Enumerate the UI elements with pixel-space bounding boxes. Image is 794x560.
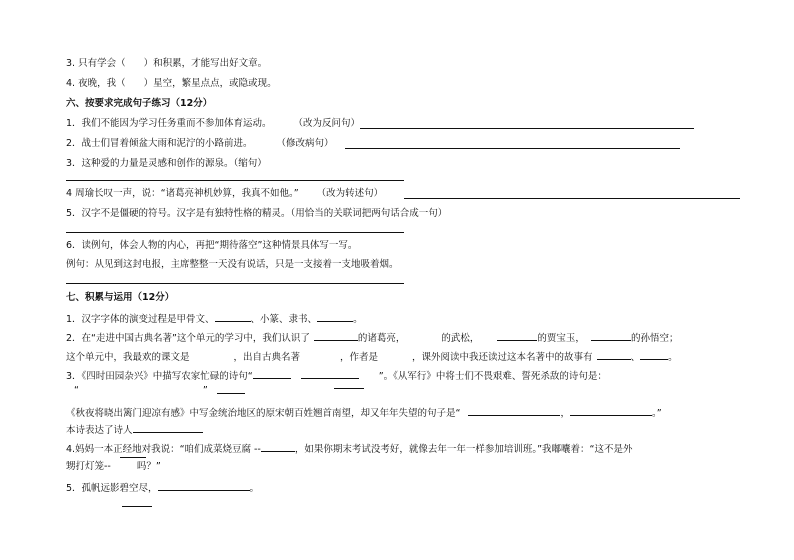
s7-item-1-c: 。 (353, 314, 363, 325)
s7-item-3b-blank-2[interactable] (570, 405, 652, 416)
s7-item-3c-a: 本诗表达了诗人 (66, 425, 133, 436)
s7-item-3-a: 3．《四时田园杂兴》中描写农家忙碌的诗句“ (66, 371, 253, 382)
s7-item-3-quote-blank-1[interactable] (217, 393, 245, 394)
s6-item-4-hint: （改为转述句） (316, 188, 384, 199)
s7-item-5-a: 5．孤帆远影碧空尽， (66, 483, 158, 494)
s7-item-2b-blank-1[interactable] (597, 349, 631, 360)
s7-item-2b-f: 。 (668, 352, 678, 363)
s6-item-1-answer-line[interactable] (360, 128, 694, 129)
section-7-title: 七、积累与运用（12分） (66, 292, 175, 303)
s7-item-3 (66, 368, 754, 384)
s6-item-1-text: 1．我们不能因为学习任务重而不参加体育运动。 (66, 118, 272, 129)
s7-item-3-blank-2[interactable] (301, 368, 359, 379)
s6-item-4-text: 4 周瑜长叹一声，说：“诸葛亮神机妙算，我真不如他。” (66, 188, 299, 199)
s7-item-3-quote-open: “ (74, 385, 79, 396)
s7-item-3b (66, 405, 754, 421)
s7-item-4-b: ，如果你期末考试没考好，就像去年一年一样参加培训班。”我嘟囔着：“这不是外 (294, 444, 633, 455)
s7-item-5-blank[interactable] (158, 480, 250, 491)
s7-item-3c (66, 422, 754, 438)
question-4-after: ）星空，繁星点点，或隐或现。 (143, 78, 277, 89)
s7-item-4b (66, 460, 754, 474)
s7-item-4-a: 4.妈妈一本正经地对我说：“咱们成菜烧豆腐 -- (66, 444, 261, 455)
s7-item-3-quote-blank-2[interactable] (334, 388, 364, 389)
s7-item-2b-d: ，课外阅读中我还读过这本名著中的故事有 (412, 352, 593, 363)
s7-item-4-blank-1[interactable] (261, 441, 295, 452)
s7-item-4b-blank[interactable] (120, 457, 146, 458)
question-3-after: ）和积累，才能写出好文章。 (143, 58, 268, 69)
s7-item-2b-c: ，作者是 (340, 352, 379, 363)
s7-item-4 (66, 441, 754, 457)
question-4-before: 4. 夜晚，我（ (66, 78, 126, 89)
s6-item-3: 3．这种爱的力量是灵感和创作的源泉。（缩句） (66, 158, 267, 169)
question-3-line (66, 57, 754, 71)
question-3-before: 3. 只有学会（ (66, 58, 126, 69)
question-4-line (66, 77, 754, 91)
s7-item-2-e: 的孙悟空； (630, 333, 679, 344)
s7-item-3-blank-1[interactable] (253, 368, 291, 379)
s7-item-2b-b: ，出自古典名著 (233, 352, 301, 363)
s7-item-2-c: 的武松， (441, 333, 480, 344)
s6-item-2-text: 2．战士们冒着倾盆大雨和泥泞的小路前进。 (66, 138, 253, 149)
section-6-title: 六、按要求完成句子练习（12分） (66, 98, 213, 109)
s7-item-1 (66, 311, 754, 327)
s7-item-2 (66, 330, 754, 346)
s7-item-3b-b: ， (560, 408, 570, 419)
s6-item-6: 6．读例句，体会人物的内心，再把“期待落空”这种情景具体写一写。 (66, 240, 358, 251)
s7-item-3b-c: 。” (651, 408, 662, 419)
s6-item-5: 5．汉字不是僵硬的符号。汉字是有独特性格的精灵。（用恰当的关联词把两句话合成一句） (66, 208, 448, 219)
s7-item-2-a: 2．在“走进中国古典名著”这个单元的学习中，我们认识了 (66, 333, 310, 344)
s7-item-2-b: 的诸葛亮， (357, 333, 406, 344)
s6-example: 例句：从见到这封电报，主席整整一天没有说话，只是一支接着一支地吸着烟。 (66, 259, 399, 270)
s7-item-3-quote-close: ” (202, 385, 208, 396)
s6-item-2-hint: （修改病句） (276, 138, 334, 149)
s6-item-3-answer-line[interactable] (66, 180, 404, 181)
s7-item-5 (66, 480, 754, 496)
s7-item-3-b: ”。《从军行》中将士们不畏艰难、誓死杀敌的诗句是： (378, 371, 607, 382)
s7-item-3b-blank-1[interactable] (468, 405, 560, 416)
s7-item-5-b: 。 (249, 483, 260, 494)
s7-item-3c-blank[interactable] (133, 422, 203, 433)
s6-item-6-answer-line[interactable] (66, 283, 404, 284)
s7-item-4b-a: 甥打灯笼-- (66, 461, 111, 472)
s7-item-3b-a: 《秋夜将晓出篱门迎凉有感》中写金统治地区的原宋朝百姓翘首南望，却又年年失望的句子是“ (66, 408, 461, 419)
s6-item-4-answer-line[interactable] (404, 198, 740, 199)
s7-item-2b (66, 349, 754, 365)
s7-item-1-a: 1．汉字字体的演变过程是甲骨文、 (66, 314, 215, 325)
s7-item-2-d: 的贾宝玉， (537, 333, 585, 344)
s6-item-1-hint: （改为反问句） (293, 118, 361, 129)
s7-item-1-blank-1[interactable] (215, 311, 251, 322)
s7-item-1-b: 、小篆、隶书、 (250, 314, 318, 325)
s7-item-2-blank-3[interactable] (497, 330, 537, 341)
s6-item-2-answer-line[interactable] (345, 148, 680, 149)
s7-item-1-blank-2[interactable] (317, 311, 353, 322)
s7-item-2b-blank-2[interactable] (640, 349, 668, 360)
s7-item-3-quotes (66, 384, 754, 398)
s7-item-2-blank-1[interactable] (314, 330, 358, 341)
s7-item-2b-a: 这个单元中，我最欢的课文是 (66, 352, 190, 363)
s7-item-5-extra-line[interactable] (122, 506, 152, 507)
s6-item-5-answer-line[interactable] (66, 232, 404, 233)
s7-item-2-blank-4[interactable] (591, 330, 631, 341)
s7-item-2b-e: 、 (630, 352, 641, 363)
s7-item-4b-b: 吗？” (136, 461, 161, 472)
